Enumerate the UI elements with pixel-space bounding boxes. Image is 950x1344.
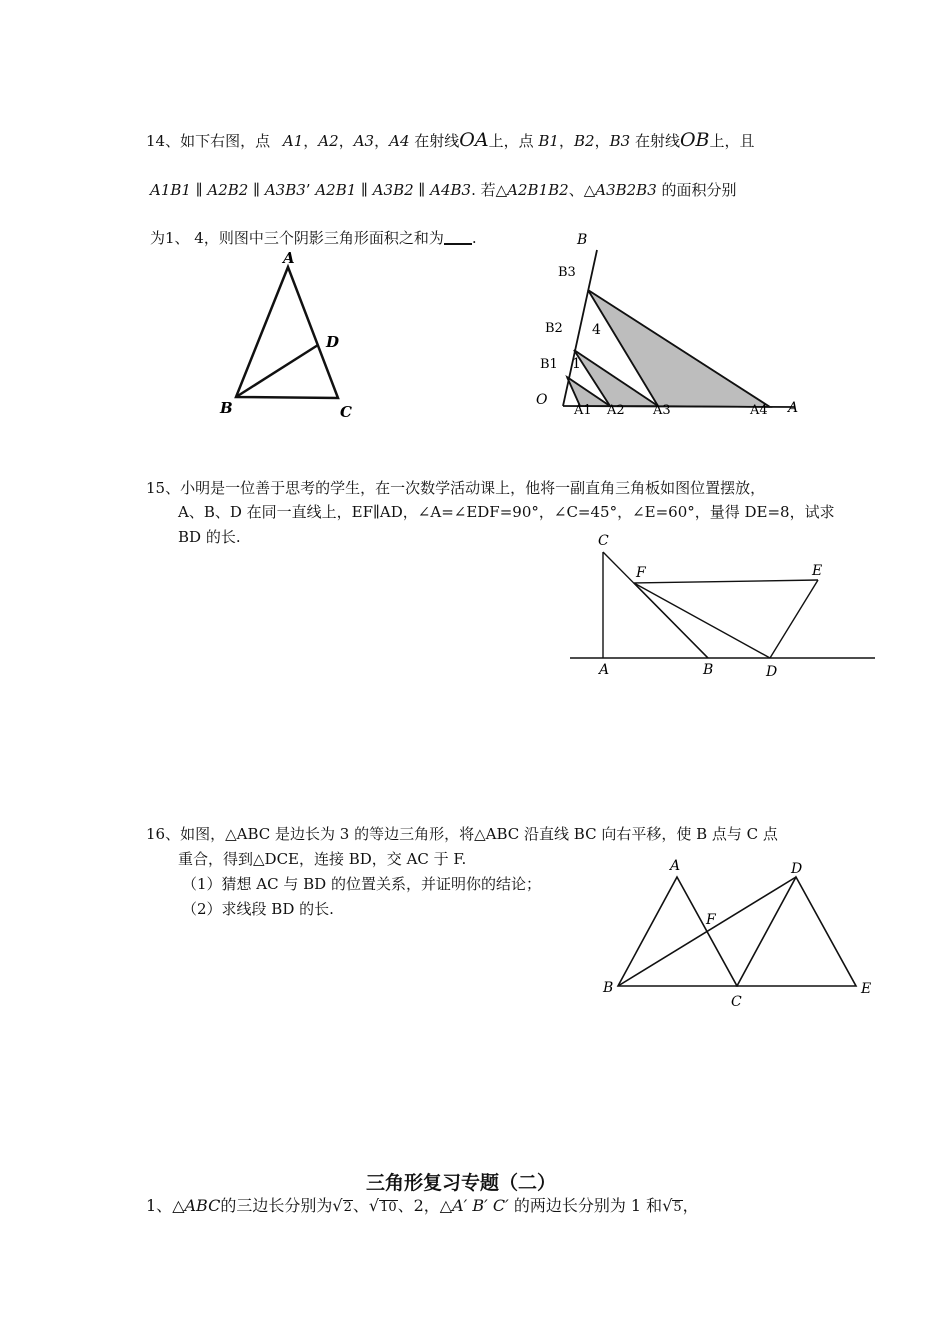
q16-figure bbox=[598, 852, 888, 1012]
label-c: C bbox=[731, 994, 742, 1010]
label-b3: B3 bbox=[558, 265, 576, 280]
label-b: B bbox=[703, 662, 714, 678]
area-label-1: 1 bbox=[572, 356, 581, 372]
parallel-chain-2: A2B1 ∥ A3B2 ∥ A4B3 bbox=[315, 181, 472, 199]
area-label-4: 4 bbox=[592, 322, 601, 338]
label-e: E bbox=[812, 563, 823, 579]
segment-fd bbox=[634, 583, 770, 658]
label-a3: A3 bbox=[653, 403, 671, 418]
segment-ed bbox=[770, 580, 818, 658]
parallel-chain-1: A1B1 ∥ A2B2 ∥ A3B3 bbox=[150, 181, 306, 199]
segment-bd bbox=[618, 877, 796, 986]
label-a4: A4 bbox=[750, 403, 768, 418]
ray-ob: OB bbox=[679, 129, 710, 151]
sqrt-5: 5 bbox=[673, 1200, 682, 1215]
triangle-a-prime: △A′ B′ C′ bbox=[439, 1196, 509, 1215]
q15-number: 15、 bbox=[146, 479, 181, 497]
triangle-abc: △ABC bbox=[172, 1196, 221, 1215]
label-o: O bbox=[536, 392, 548, 408]
triangle-abc bbox=[618, 877, 737, 986]
label-a: A bbox=[670, 858, 681, 874]
point-a4: A4 bbox=[389, 132, 410, 150]
sqrt-10: 10 bbox=[380, 1200, 397, 1215]
point-b3: B3 bbox=[609, 132, 631, 150]
triangle-a2b1b2: △A2B1B2 bbox=[495, 181, 569, 199]
label-d: D bbox=[326, 333, 340, 351]
label-d: D bbox=[766, 664, 778, 680]
label-e: E bbox=[861, 981, 872, 997]
segment-fe bbox=[634, 580, 818, 583]
q14-number: 14、 bbox=[146, 132, 181, 150]
label-d: D bbox=[791, 861, 803, 877]
label-ray-b: B bbox=[577, 232, 588, 248]
triangle-abc bbox=[236, 267, 338, 398]
q14-line3: 为1、 4，则图中三个阴影三角形面积之和为 . bbox=[150, 229, 477, 247]
triangle-dce bbox=[737, 877, 856, 986]
sqrt-2: 2 bbox=[343, 1200, 352, 1215]
point-b1: B1 bbox=[538, 132, 559, 150]
section2-q1-line1: 1、△ABC的三边长分别为√2、√10、2，△A′ B′ C′ 的两边长分别为 1 和√5， bbox=[146, 1196, 699, 1215]
point-a1: A1 bbox=[282, 132, 304, 150]
q15-line2: A、B、D 在同一直线上，EF∥AD，∠A=∠EDF=90°，∠C=45°，∠E=60°，量得 DE=8，试求 bbox=[178, 503, 835, 521]
q16-line2: 重合，得到△DCE，连接 BD，交 AC 于 F. bbox=[178, 850, 467, 868]
answer-blank bbox=[444, 229, 472, 245]
label-b: B bbox=[603, 980, 614, 996]
point-b2: B2 bbox=[574, 132, 595, 150]
label-a1: A1 bbox=[574, 403, 592, 418]
q14-line1: 14、如下右图，点 A1，A2，A3，A4 在射线OA上，点 B1，B2，B3 在射线OB上，且 bbox=[146, 129, 755, 151]
label-a: A bbox=[283, 249, 295, 267]
label-f: F bbox=[636, 565, 646, 581]
q15-figure bbox=[570, 528, 880, 683]
label-c: C bbox=[598, 533, 609, 549]
label-b: B bbox=[220, 399, 233, 417]
q15-line1: 15、小明是一位善于思考的学生，在一次数学活动课上，他将一副直角三角板如图位置摆放， bbox=[146, 479, 766, 497]
q14-right-figure bbox=[530, 228, 810, 428]
label-a: A bbox=[599, 662, 610, 678]
label-f: F bbox=[706, 912, 716, 928]
section-title: 三角形复习专题（二） bbox=[366, 1172, 557, 1194]
segment-bd bbox=[236, 345, 318, 397]
label-ray-a: A bbox=[788, 400, 799, 416]
q16-part2: （2）求线段 BD 的长. bbox=[182, 900, 334, 918]
q1-number: 1、 bbox=[146, 1196, 173, 1215]
ray-oa: OA bbox=[459, 129, 489, 151]
q16-number: 16、 bbox=[146, 825, 181, 843]
q14-line2: A1B1 ∥ A2B2 ∥ A3B3’ A2B1 ∥ A3B2 ∥ A4B3. 若△A2B1B2、△A3B2B3 的面积分别 bbox=[150, 181, 737, 199]
q15-line3: BD 的长. bbox=[178, 528, 241, 546]
label-c: C bbox=[340, 403, 352, 421]
segment-fb bbox=[634, 583, 708, 658]
q16-line1: 16、如图，△ABC 是边长为 3 的等边三角形，将△ABC 沿直线 BC 向右平移，使 B 点与 C 点 bbox=[146, 825, 778, 843]
point-a3: A3 bbox=[353, 132, 375, 150]
q14-left-figure bbox=[200, 245, 380, 425]
label-b1: B1 bbox=[540, 357, 558, 372]
triangle-a3b2b3: △A3B2B3 bbox=[583, 181, 657, 199]
label-b2: B2 bbox=[545, 321, 563, 336]
q16-part1: （1）猜想 AC 与 BD 的位置关系，并证明你的结论； bbox=[182, 875, 541, 893]
label-a2: A2 bbox=[607, 403, 625, 418]
point-a2: A2 bbox=[318, 132, 339, 150]
